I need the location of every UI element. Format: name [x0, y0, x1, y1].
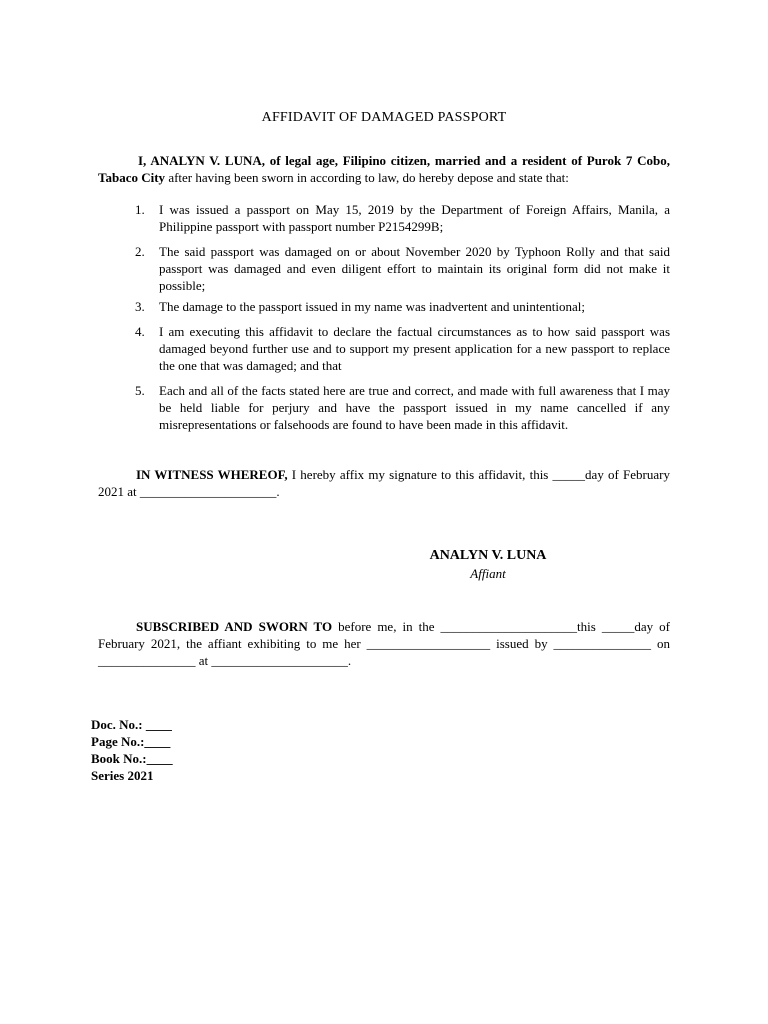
list-item — [98, 298, 670, 315]
intro-bold-text: I, ANALYN V. LUNA, of legal age, Filipino citizen, married and a resident of Purok 7 Cobo, Tabaco City — [98, 153, 670, 185]
sworn-bold-text: SUBSCRIBED AND SWORN TO — [136, 619, 333, 634]
list-item-text: The said passport was damaged on or about November 2020 by Typhoon Rolly and that said passport was damaged and even diligent effort to maintain its original form did not make it possible; — [159, 244, 670, 293]
affiant-role: Affiant — [470, 566, 506, 581]
list-item-number: 3. — [135, 299, 145, 314]
signature-block — [430, 547, 547, 582]
list-item-text: I am executing this affidavit to declare the factual circumstances as to how said passport was damaged beyond further use and to support my present application for a new passport to replace the one that was damaged; and that — [159, 324, 670, 373]
list-item — [98, 201, 670, 235]
page-number: Page No.:____ — [91, 734, 171, 749]
witness-text: I hereby affix my signature to this affidavit, this _____day of February 2021 at _____________________. — [98, 467, 670, 499]
intro-text: after having been sworn in according to law, do hereby depose and state that: — [165, 170, 569, 185]
list-item — [98, 243, 670, 294]
book-number: Book No.:____ — [91, 751, 173, 766]
witness-paragraph — [98, 466, 670, 500]
statement-list — [98, 201, 670, 433]
list-item-number: 2. — [135, 244, 145, 259]
series-year: Series 2021 — [91, 768, 154, 783]
witness-bold-text: IN WITNESS WHEREOF, — [136, 467, 288, 482]
list-item-number: 1. — [135, 202, 145, 217]
list-item-text: The damage to the passport issued in my name was inadvertent and unintentional; — [159, 299, 586, 314]
intro-paragraph — [98, 152, 670, 186]
affiant-name: ANALYN V. LUNA — [429, 548, 547, 563]
document-title: AFFIDAVIT OF DAMAGED PASSPORT — [261, 110, 507, 125]
list-item-text: I was issued a passport on May 15, 2019 by the Department of Foreign Affairs, Manila, a Philippine passport with passport number P2154299B; — [159, 202, 670, 234]
doc-number: Doc. No.: ____ — [91, 717, 172, 732]
list-item-text: Each and all of the facts stated here are true and correct, and made with full awareness that I may be held liable for perjury and have the passport issued in my name cancelled if any misrepresentations or falsehoods are found to have been made in this affidavit. — [159, 383, 670, 432]
list-item-number: 4. — [135, 324, 145, 339]
sworn-paragraph — [98, 618, 670, 669]
notarial-details — [91, 716, 173, 784]
list-item-number: 5. — [135, 383, 145, 398]
list-item — [98, 323, 670, 374]
list-item — [98, 382, 670, 433]
sworn-text: before me, in the _____________________this _____day of February 2021, the affiant exhibiting to me her ___________________ issued by _______________ on _______________ at _____________________. — [98, 619, 670, 668]
